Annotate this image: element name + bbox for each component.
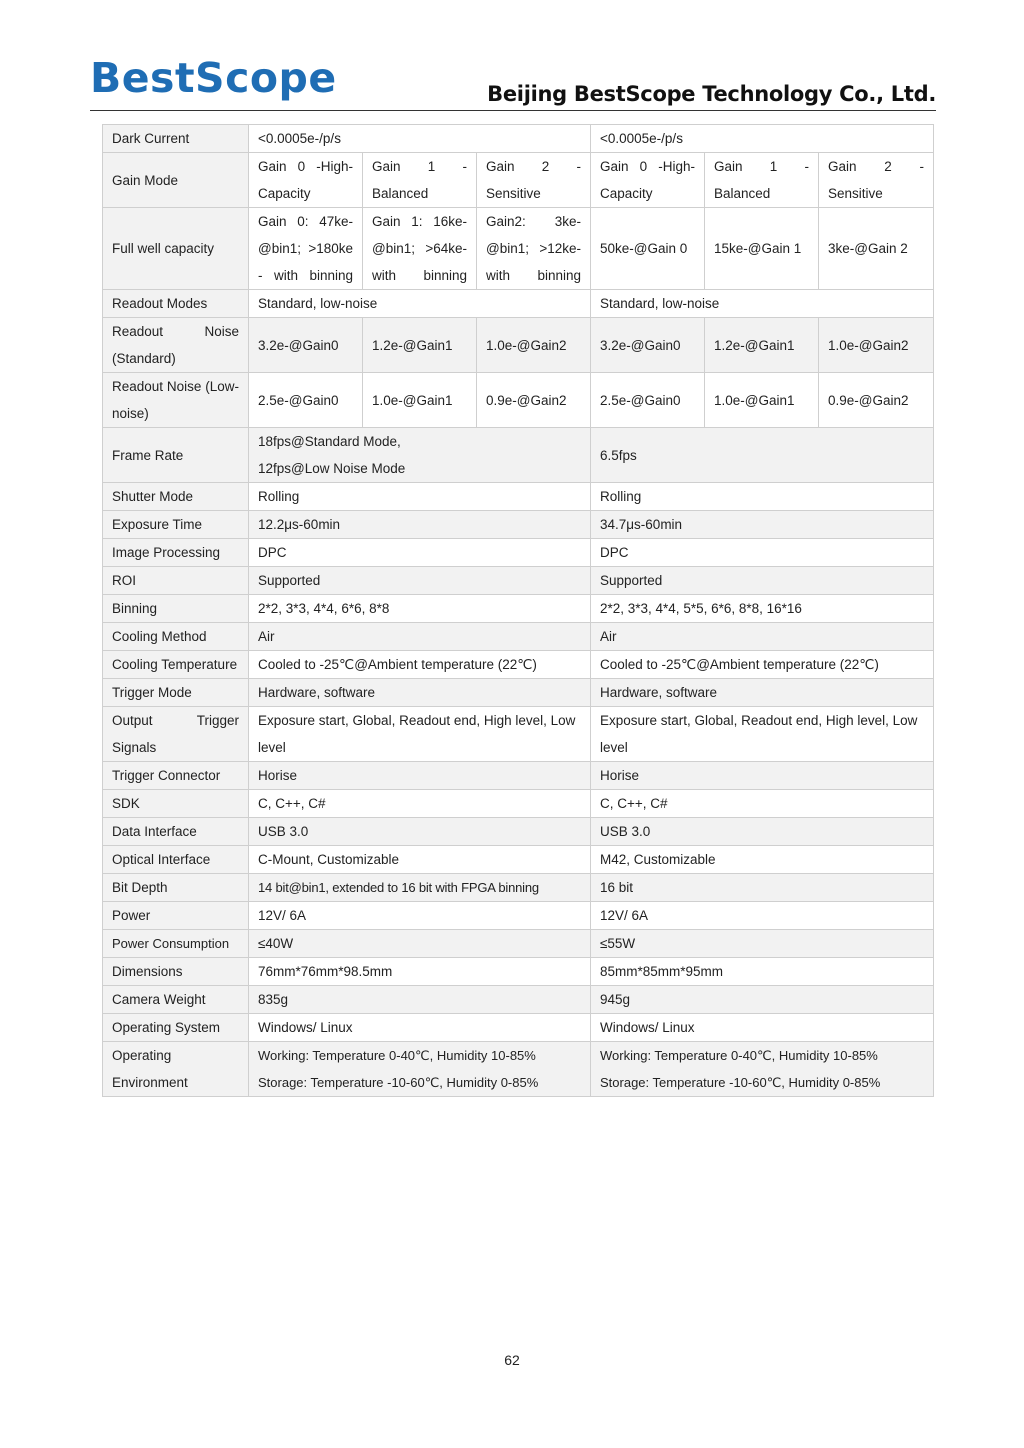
value-a: Rolling bbox=[249, 483, 591, 511]
value-b: ≤55W bbox=[591, 930, 934, 958]
value-a: 835g bbox=[249, 986, 591, 1014]
value-a: Hardware, software bbox=[249, 679, 591, 707]
row-dimensions bbox=[103, 958, 934, 986]
value-b-gain0: 2.5e-@Gain0 bbox=[591, 373, 705, 428]
value-a: Supported bbox=[249, 567, 591, 595]
row-label: Binning bbox=[103, 595, 249, 623]
value-b-gain1: 1.0e-@Gain1 bbox=[705, 373, 819, 428]
value-a-gain1: 1.2e-@Gain1 bbox=[363, 318, 477, 373]
value-a: C-Mount, Customizable bbox=[249, 846, 591, 874]
value-b-gain0: Gain 0 -High-Capacity bbox=[591, 153, 705, 208]
row-label: Readout Noise (Low-noise) bbox=[103, 373, 249, 428]
value-a: 14 bit@bin1, extended to 16 bit with FPGA binning bbox=[249, 874, 591, 902]
value-b-gain2: Gain 2 -Sensitive bbox=[819, 153, 934, 208]
row-readout-modes bbox=[103, 290, 934, 318]
value-b-line1: Working: Temperature 0-40℃, Humidity 10-85% bbox=[600, 1048, 878, 1063]
value-a: Exposure start, Global, Readout end, High level, Low level bbox=[249, 707, 591, 762]
company-name: Beijing BestScope Technology Co., Ltd. bbox=[487, 82, 936, 106]
value-a: <0.0005e-/p/s bbox=[249, 125, 591, 153]
row-label: SDK bbox=[103, 790, 249, 818]
value-a-gain1: 1.0e-@Gain1 bbox=[363, 373, 477, 428]
row-data-interface bbox=[103, 818, 934, 846]
row-label: Image Processing bbox=[103, 539, 249, 567]
row-image-processing bbox=[103, 539, 934, 567]
row-label: Gain Mode bbox=[103, 153, 249, 208]
value-b: C, C++, C# bbox=[591, 790, 934, 818]
bestscope-logo bbox=[90, 52, 360, 108]
value-a: DPC bbox=[249, 539, 591, 567]
value-b: 16 bit bbox=[591, 874, 934, 902]
row-power bbox=[103, 902, 934, 930]
value-b: <0.0005e-/p/s bbox=[591, 125, 934, 153]
row-operating-environment bbox=[103, 1042, 934, 1097]
row-label: Optical Interface bbox=[103, 846, 249, 874]
value-a-line1: Working: Temperature 0-40℃, Humidity 10-85% bbox=[258, 1048, 536, 1063]
value-a-gain2: Gain2: 3ke-@bin1; >12ke-with binning bbox=[477, 208, 591, 290]
row-power-consumption bbox=[103, 930, 934, 958]
value-a: 2*2, 3*3, 4*4, 6*6, 8*8 bbox=[249, 595, 591, 623]
value-a-line1: 18fps@Standard Mode, bbox=[258, 434, 401, 449]
row-label: Operating System bbox=[103, 1014, 249, 1042]
value-a-line2: Storage: Temperature -10-60℃, Humidity 0-85% bbox=[258, 1075, 539, 1090]
row-label-line1: Output Trigger bbox=[112, 713, 239, 728]
value-b: Hardware, software bbox=[591, 679, 934, 707]
value-a: Windows/ Linux bbox=[249, 1014, 591, 1042]
value-b: 34.7μs-60min bbox=[591, 511, 934, 539]
value-b: Rolling bbox=[591, 483, 934, 511]
value-b: USB 3.0 bbox=[591, 818, 934, 846]
value-b-gain0: 3.2e-@Gain0 bbox=[591, 318, 705, 373]
value-a: Air bbox=[249, 623, 591, 651]
value-b: Horise bbox=[591, 762, 934, 790]
value-b: 85mm*85mm*95mm bbox=[591, 958, 934, 986]
row-readout-noise-standard bbox=[103, 318, 934, 373]
row-cooling-temperature bbox=[103, 651, 934, 679]
value-a-gain1: Gain 1: 16ke-@bin1; >64ke-with binning bbox=[363, 208, 477, 290]
value-a: USB 3.0 bbox=[249, 818, 591, 846]
row-output-trigger-signals bbox=[103, 707, 934, 762]
value-b-gain2: 3ke-@Gain 2 bbox=[819, 208, 934, 290]
value-a: Horise bbox=[249, 762, 591, 790]
row-label: Trigger Mode bbox=[103, 679, 249, 707]
row-cooling-method bbox=[103, 623, 934, 651]
row-dark-current bbox=[103, 125, 934, 153]
row-label bbox=[103, 1042, 249, 1097]
row-label: ROI bbox=[103, 567, 249, 595]
value-b-gain2: 0.9e-@Gain2 bbox=[819, 373, 934, 428]
row-full-well bbox=[103, 208, 934, 290]
value-b: 2*2, 3*3, 4*4, 5*5, 6*6, 8*8, 16*16 bbox=[591, 595, 934, 623]
value-a-gain0: Gain 0: 47ke-@bin1; >180ke - with binning bbox=[249, 208, 363, 290]
row-trigger-mode bbox=[103, 679, 934, 707]
row-label: Power bbox=[103, 902, 249, 930]
value-b-gain0: 50ke-@Gain 0 bbox=[591, 208, 705, 290]
value-b: Supported bbox=[591, 567, 934, 595]
row-label bbox=[103, 707, 249, 762]
value-b-gain2: 1.0e-@Gain2 bbox=[819, 318, 934, 373]
row-label: Cooling Temperature bbox=[103, 651, 249, 679]
row-camera-weight bbox=[103, 986, 934, 1014]
value-a: C, C++, C# bbox=[249, 790, 591, 818]
row-bit-depth bbox=[103, 874, 934, 902]
value-b: Cooled to -25℃@Ambient temperature (22℃) bbox=[591, 651, 934, 679]
row-label-line2: Signals bbox=[112, 740, 157, 755]
value-a-gain2: 0.9e-@Gain2 bbox=[477, 373, 591, 428]
value-a: 76mm*76mm*98.5mm bbox=[249, 958, 591, 986]
row-label: Frame Rate bbox=[103, 428, 249, 483]
value-b-line2: Storage: Temperature -10-60℃, Humidity 0-85% bbox=[600, 1075, 881, 1090]
row-binning bbox=[103, 595, 934, 623]
value-a-gain2: 1.0e-@Gain2 bbox=[477, 318, 591, 373]
row-label: Bit Depth bbox=[103, 874, 249, 902]
row-label: Full well capacity bbox=[103, 208, 249, 290]
row-exposure-time bbox=[103, 511, 934, 539]
logo-text: BestScope bbox=[90, 54, 337, 102]
value-b: Air bbox=[591, 623, 934, 651]
value-a-gain2: Gain 2 -Sensitive bbox=[477, 153, 591, 208]
value-b: Standard, low-noise bbox=[591, 290, 934, 318]
row-label-line2: Environment bbox=[112, 1075, 188, 1090]
row-label: Camera Weight bbox=[103, 986, 249, 1014]
row-label: Exposure Time bbox=[103, 511, 249, 539]
row-label: Dimensions bbox=[103, 958, 249, 986]
row-label: Data Interface bbox=[103, 818, 249, 846]
spec-table bbox=[102, 124, 934, 1097]
value-b: Exposure start, Global, Readout end, High level, Low level bbox=[591, 707, 934, 762]
row-roi bbox=[103, 567, 934, 595]
value-b-gain1: 1.2e-@Gain1 bbox=[705, 318, 819, 373]
value-b: 12V/ 6A bbox=[591, 902, 934, 930]
header-rule bbox=[90, 110, 936, 111]
row-optical-interface bbox=[103, 846, 934, 874]
value-b: 6.5fps bbox=[591, 428, 934, 483]
value-b-gain1: Gain 1 -Balanced bbox=[705, 153, 819, 208]
row-label: Dark Current bbox=[103, 125, 249, 153]
row-shutter-mode bbox=[103, 483, 934, 511]
row-operating-system bbox=[103, 1014, 934, 1042]
value-b-gain1: 15ke-@Gain 1 bbox=[705, 208, 819, 290]
value-b bbox=[591, 1042, 934, 1097]
value-a: Cooled to -25℃@Ambient temperature (22℃) bbox=[249, 651, 591, 679]
row-readout-noise-low bbox=[103, 373, 934, 428]
value-a: 12V/ 6A bbox=[249, 902, 591, 930]
row-label-line1: Operating bbox=[112, 1048, 172, 1063]
value-a-gain0: 2.5e-@Gain0 bbox=[249, 373, 363, 428]
value-a bbox=[249, 1042, 591, 1097]
page-number: 62 bbox=[504, 1352, 520, 1368]
row-label: Power Consumption bbox=[103, 930, 249, 958]
value-a bbox=[249, 428, 591, 483]
value-b: 945g bbox=[591, 986, 934, 1014]
row-label: Trigger Connector bbox=[103, 762, 249, 790]
value-a: 12.2μs-60min bbox=[249, 511, 591, 539]
row-frame-rate bbox=[103, 428, 934, 483]
value-a-gain0: 3.2e-@Gain0 bbox=[249, 318, 363, 373]
row-label: Readout Noise (Standard) bbox=[103, 318, 249, 373]
value-b: DPC bbox=[591, 539, 934, 567]
row-trigger-connector bbox=[103, 762, 934, 790]
value-b: M42, Customizable bbox=[591, 846, 934, 874]
value-a: ≤40W bbox=[249, 930, 591, 958]
row-label: Cooling Method bbox=[103, 623, 249, 651]
value-a: Standard, low-noise bbox=[249, 290, 591, 318]
row-label: Readout Modes bbox=[103, 290, 249, 318]
value-a-gain1: Gain 1 -Balanced bbox=[363, 153, 477, 208]
row-label: Shutter Mode bbox=[103, 483, 249, 511]
row-gain-mode bbox=[103, 153, 934, 208]
row-sdk bbox=[103, 790, 934, 818]
value-b: Windows/ Linux bbox=[591, 1014, 934, 1042]
value-a-line2: 12fps@Low Noise Mode bbox=[258, 461, 406, 476]
value-a-gain0: Gain 0 -High-Capacity bbox=[249, 153, 363, 208]
